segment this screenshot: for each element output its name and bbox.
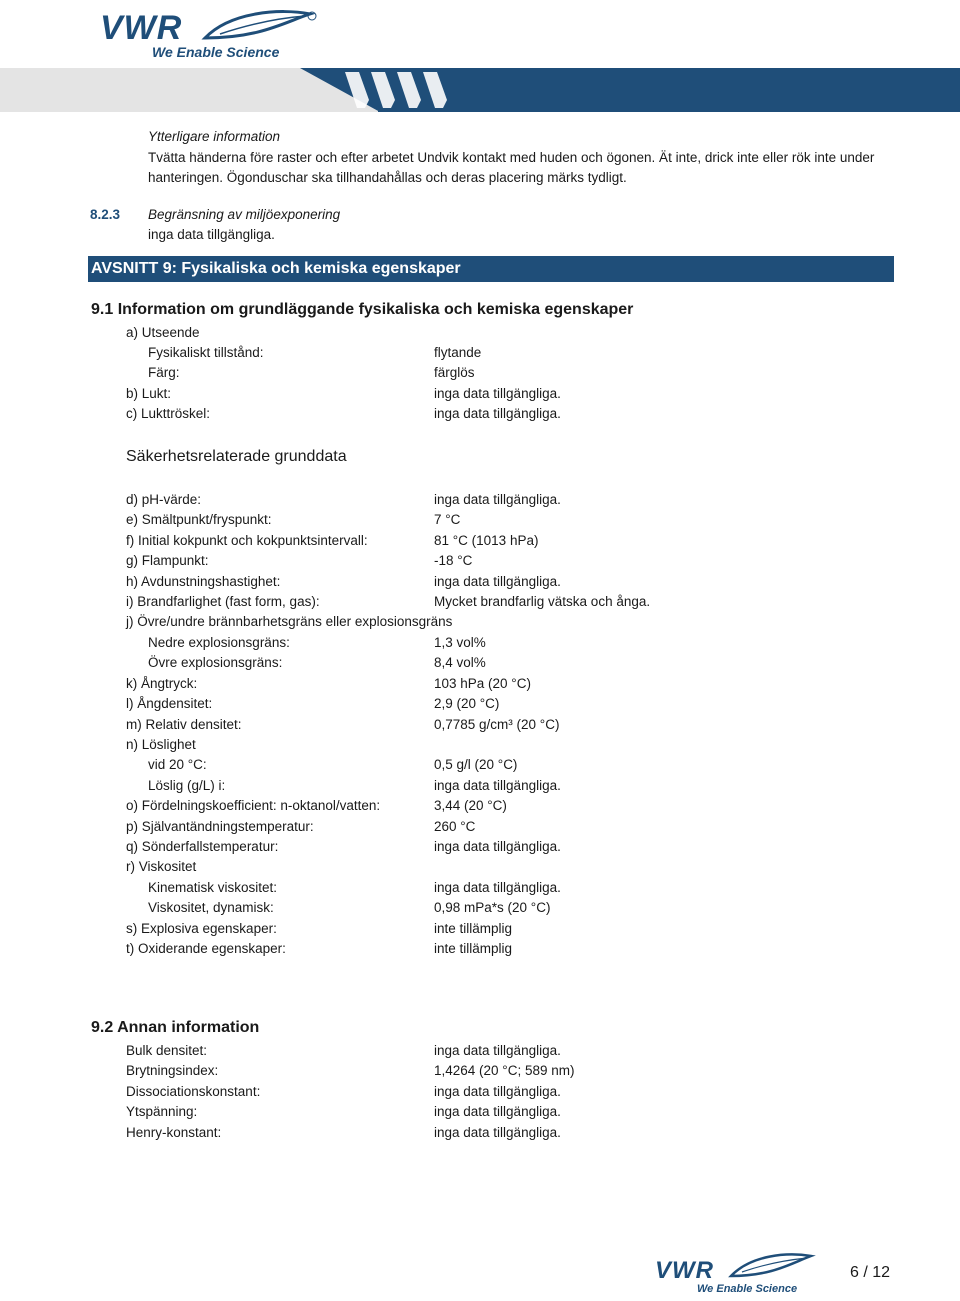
page-number: 6 / 12 [850, 1264, 891, 1281]
property-label: d) pH-värde: [126, 492, 202, 507]
property-value: inga data tillgängliga. [434, 406, 561, 421]
property-value: 1,3 vol% [434, 635, 486, 650]
property-label: Nedre explosionsgräns: [148, 635, 290, 650]
property-label: Färg: [148, 365, 180, 380]
property-label: p) Självantändningstemperatur: [126, 819, 314, 834]
header-brand-mark-icon [335, 70, 485, 110]
logo-tagline: We Enable Science [152, 44, 280, 60]
property-value: 103 hPa (20 °C) [434, 676, 531, 691]
property-label: e) Smältpunkt/fryspunkt: [126, 512, 272, 527]
subsection-number: 8.2.3 [90, 207, 121, 222]
further-info-line-1: Tvätta händerna före raster och efter arbetet Undvik kontakt med huden och ögonen. Ät inte, drick inte eller rök inte under [148, 150, 875, 165]
property-label: k) Ångtryck: [126, 676, 198, 691]
safety-data-heading: Säkerhetsrelaterade grunddata [126, 448, 347, 465]
appearance-label: a) Utseende [126, 325, 200, 340]
property-label: Brytningsindex: [126, 1063, 219, 1078]
viscosity-label: r) Viskositet [126, 859, 197, 874]
property-value: 7 °C [434, 512, 461, 527]
property-value: inte tillämplig [434, 941, 513, 956]
solubility-label: n) Löslighet [126, 737, 196, 752]
property-label: Dissociationskonstant: [126, 1084, 261, 1099]
property-value: 0,7785 g/cm³ (20 °C) [434, 717, 560, 732]
footer-leaf-icon [727, 1252, 817, 1280]
property-value: inga data tillgängliga. [434, 492, 561, 507]
property-label: vid 20 °C: [148, 757, 207, 772]
property-value: inga data tillgängliga. [434, 574, 561, 589]
subsection-value: inga data tillgängliga. [148, 227, 275, 242]
property-value: inte tillämplig [434, 921, 513, 936]
property-value: 81 °C (1013 hPa) [434, 533, 539, 548]
property-value: inga data tillgängliga. [434, 778, 561, 793]
section-9-banner: AVSNITT 9: Fysikaliska och kemiska egenskaper [88, 256, 894, 282]
subsection-title: Begränsning av miljöexponering [148, 207, 341, 222]
property-label: l) Ångdensitet: [126, 696, 213, 711]
footer-logo-wordmark: VWR [655, 1257, 714, 1284]
footer-logo [655, 1252, 815, 1296]
subsection-9-2-title: 9.2 Annan information [91, 1019, 260, 1036]
property-label: t) Oxiderande egenskaper: [126, 941, 286, 956]
property-label: Löslig (g/L) i: [148, 778, 226, 793]
property-value: inga data tillgängliga. [434, 880, 561, 895]
further-info-line-2: hanteringen. Ögonduschar ska tillhandahållas och deras placering märks tydligt. [148, 170, 627, 185]
property-label: Bulk densitet: [126, 1043, 208, 1058]
property-value: inga data tillgängliga. [434, 1084, 561, 1099]
header-logo [100, 8, 315, 60]
property-value: 3,44 (20 °C) [434, 798, 507, 813]
property-label: f) Initial kokpunkt och kokpunktsintervall: [126, 533, 368, 548]
property-label: q) Sönderfallstemperatur: [126, 839, 279, 854]
property-value: Mycket brandfarlig vätska och ånga. [434, 594, 651, 609]
property-value: inga data tillgängliga. [434, 386, 561, 401]
property-label: o) Fördelningskoefficient: n-oktanol/vatten: [126, 798, 381, 813]
property-label: h) Avdunstningshastighet: [126, 574, 281, 589]
property-value: inga data tillgängliga. [434, 1043, 561, 1058]
property-value: 1,4264 (20 °C; 589 nm) [434, 1063, 575, 1078]
property-value: 0,98 mPa*s (20 °C) [434, 900, 551, 915]
further-info-title: Ytterligare information [148, 129, 281, 144]
property-label: Övre explosionsgräns: [148, 655, 283, 670]
property-label: Henry-konstant: [126, 1125, 222, 1140]
property-value: inga data tillgängliga. [434, 839, 561, 854]
property-label: Ytspänning: [126, 1104, 198, 1119]
property-label: i) Brandfarlighet (fast form, gas): [126, 594, 320, 609]
property-label: m) Relativ densitet: [126, 717, 242, 732]
property-value: 2,9 (20 °C) [434, 696, 500, 711]
property-label: Kinematisk viskositet: [148, 880, 278, 895]
property-label: g) Flampunkt: [126, 553, 209, 568]
property-value: inga data tillgängliga. [434, 1104, 561, 1119]
explosion-limits-label: j) Övre/undre brännbarhetsgräns eller explosionsgräns [126, 614, 453, 629]
logo-wordmark: VWR [100, 9, 183, 47]
property-value: flytande [434, 345, 482, 360]
property-value: inga data tillgängliga. [434, 1125, 561, 1140]
property-value: 8,4 vol% [434, 655, 486, 670]
property-label: b) Lukt: [126, 386, 172, 401]
property-label: s) Explosiva egenskaper: [126, 921, 277, 936]
property-label: Viskositet, dynamisk: [148, 900, 274, 915]
leaf-icon [200, 8, 320, 44]
property-value: 0,5 g/l (20 °C) [434, 757, 518, 772]
subsection-9-1-title: 9.1 Information om grundläggande fysikaliska och kemiska egenskaper [91, 301, 634, 318]
property-label: Fysikaliskt tillstånd: [148, 345, 264, 360]
property-label: c) Lukttröskel: [126, 406, 211, 421]
property-value: -18 °C [434, 553, 473, 568]
footer-logo-tagline: We Enable Science [697, 1283, 798, 1295]
property-value: 260 °C [434, 819, 476, 834]
property-value: färglös [434, 365, 475, 380]
